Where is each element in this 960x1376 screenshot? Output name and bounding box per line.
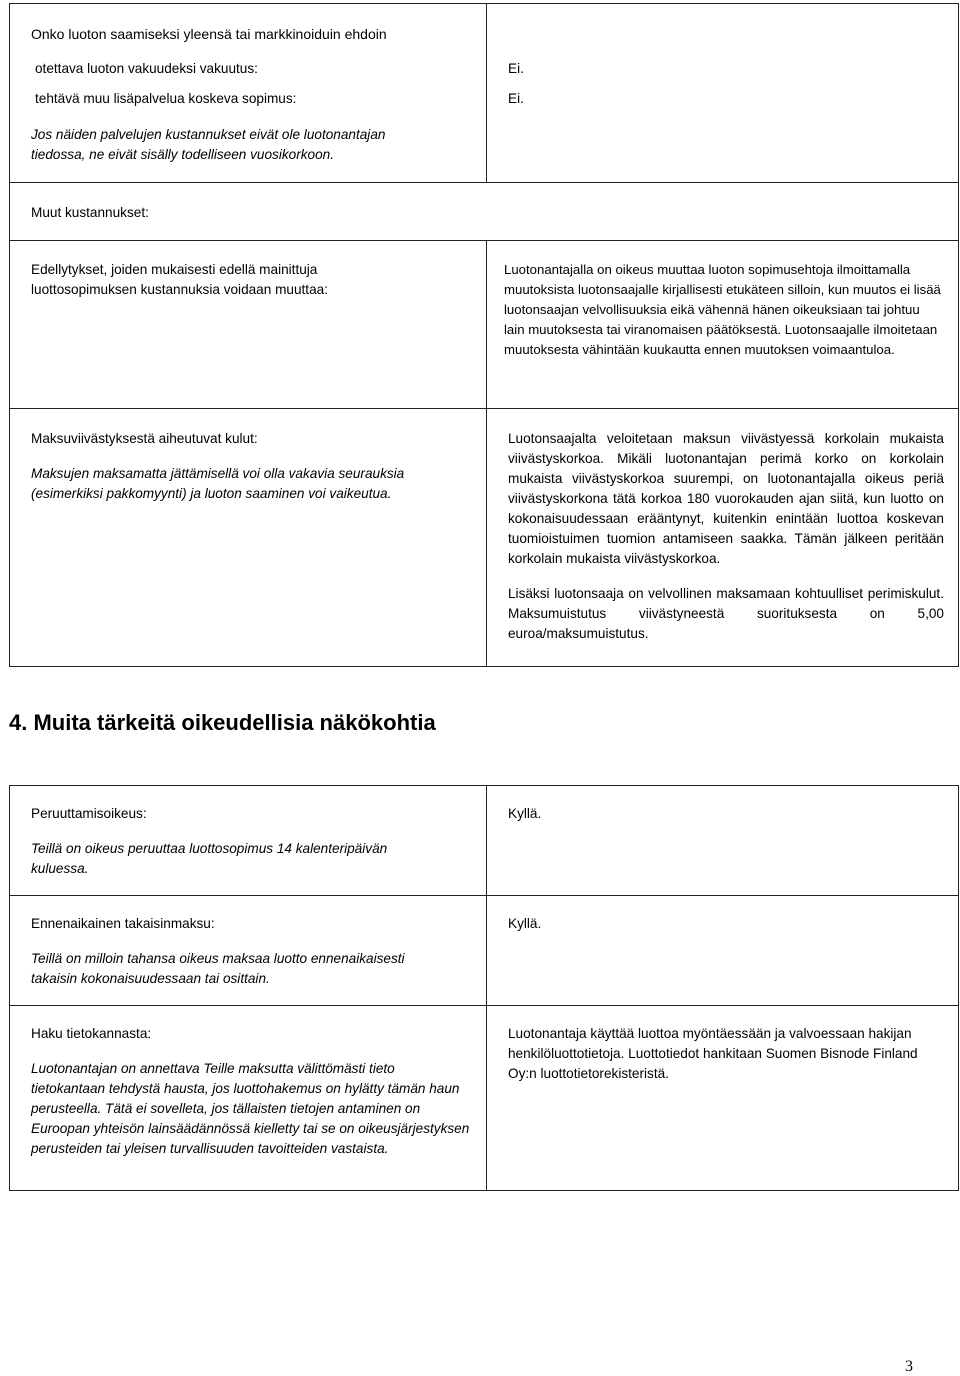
other-service-answer: Ei.	[508, 91, 524, 106]
withdrawal-answer: Kyllä.	[508, 806, 542, 821]
withdrawal-answer-cell	[487, 786, 959, 896]
late-payment-label: Maksuviivästyksestä aiheutuvat kulut:	[31, 431, 258, 446]
legal-aspects-table	[9, 785, 959, 1191]
database-note: Luotonantajan on annettava Teille maksutta välittömästi tieto tietokantaan tehdystä hausta, jos luottohakemus on hylätty tämän haun perusteella. Tätä ei sovelleta, jos tällaisten tietojen antaminen on Euroopan yhteisön lainsäädännössä kielletty tai se on oikeusjärjestyksen perusteiden tai yleisen turvallisuuden tavoitteiden vastaista.	[31, 1061, 470, 1156]
other-costs-header-cell	[10, 183, 959, 241]
section-heading: 4. Muita tärkeitä oikeudellisia näkökohtia	[9, 710, 436, 735]
insurance-item: otettava luoton vakuudeksi vakuutus:	[35, 61, 258, 76]
cost-change-answer: Luotonantajalla on oikeus muuttaa luoton sopimusehtoja ilmoittamalla muutoksista luotonsaajalle kirjallisesti etukäteen silloin, kun muutos ei lisää luotonsaajan velvollisuuksia eikä vähennä hänen oikeuksiaan tai johtuu lain muutoksesta tai viranomaisen päätöksestä. Luotonsaajalle ilmoitetaan muutoksesta vähintään kuukautta ennen muutoksen voimaantuloa.	[504, 262, 941, 357]
insurance-note: Jos näiden palvelujen kustannukset eivät ole luotonantajan tiedossa, ne eivät sisälly todelliseen vuosikorkoon.	[31, 127, 386, 162]
cost-change-answer-cell	[487, 241, 959, 409]
cost-change-label-cell	[10, 241, 487, 409]
costs-table	[9, 3, 959, 667]
late-payment-answer-cell	[487, 409, 959, 667]
early-repayment-note: Teillä on milloin tahansa oikeus maksaa luotto ennenaikaisesti takaisin kokonaisuudessaan tai osittain.	[31, 951, 405, 986]
cost-change-label: Edellytykset, joiden mukaisesti edellä mainittuja luottosopimuksen kustannuksia voidaan muuttaa:	[31, 262, 328, 297]
collection-costs-text: Lisäksi luotonsaaja on velvollinen maksamaan kohtuulliset perimiskulut. Maksumuistutus viivästyneestä suorituksesta on 5,00 euroa/maksumuistutus.	[508, 586, 944, 641]
early-repayment-answer: Kyllä.	[508, 916, 542, 931]
other-service-item: tehtävä muu lisäpalvelua koskeva sopimus:	[35, 91, 297, 106]
database-label: Haku tietokannasta:	[31, 1026, 152, 1041]
early-repayment-answer-cell	[487, 896, 959, 1006]
withdrawal-label: Peruuttamisoikeus:	[31, 806, 147, 821]
insurance-answer-cell	[487, 4, 959, 183]
late-payment-label-cell	[10, 409, 487, 667]
late-interest-text: Luotonsaajalta veloitetaan maksun viivästyessä korkolain mukaista viivästyskorkoa. Mikäli luotonantajan perimä korko on korkolain mukaista viivästyskorkoa suurempi, on luotonantajalla oikeus periä viivästyskorkona tätä korkoa 180 vuorokauden ajan siitä, kun luotto on kokonaisuudessaan erääntynyt, kuitenkin enintään luottoa koskevan tuomioistuimen tuomion antamiseen saakka. Tämän jälkeen peritään korkolain mukaista viivästyskorkoa.	[508, 431, 944, 566]
page-number: 3	[905, 1358, 913, 1375]
insurance-answer: Ei.	[508, 61, 524, 76]
withdrawal-note: Teillä on oikeus peruuttaa luottosopimus 14 kalenteripäivän kuluessa.	[31, 841, 388, 876]
insurance-question: Onko luoton saamiseksi yleensä tai markkinoiduin ehdoin	[31, 26, 387, 42]
other-costs-label: Muut kustannukset:	[31, 205, 149, 220]
late-payment-note: Maksujen maksamatta jättämisellä voi olla vakavia seurauksia (esimerkiksi pakkomyynti) ja luoton saaminen voi vaikeutua.	[31, 466, 405, 501]
early-repayment-label: Ennenaikainen takaisinmaksu:	[31, 916, 215, 931]
database-answer-cell	[487, 1006, 959, 1191]
early-repayment-label-cell	[10, 896, 487, 1006]
insurance-question-cell	[10, 4, 487, 183]
withdrawal-label-cell	[10, 786, 487, 896]
database-label-cell	[10, 1006, 487, 1191]
database-answer: Luotonantaja käyttää luottoa myöntäessään ja valvoessaan hakijan henkilöluottotietoja. Luottotiedot hankitaan Suomen Bisnode Finland Oy:n luottotietorekisteristä.	[508, 1026, 918, 1081]
